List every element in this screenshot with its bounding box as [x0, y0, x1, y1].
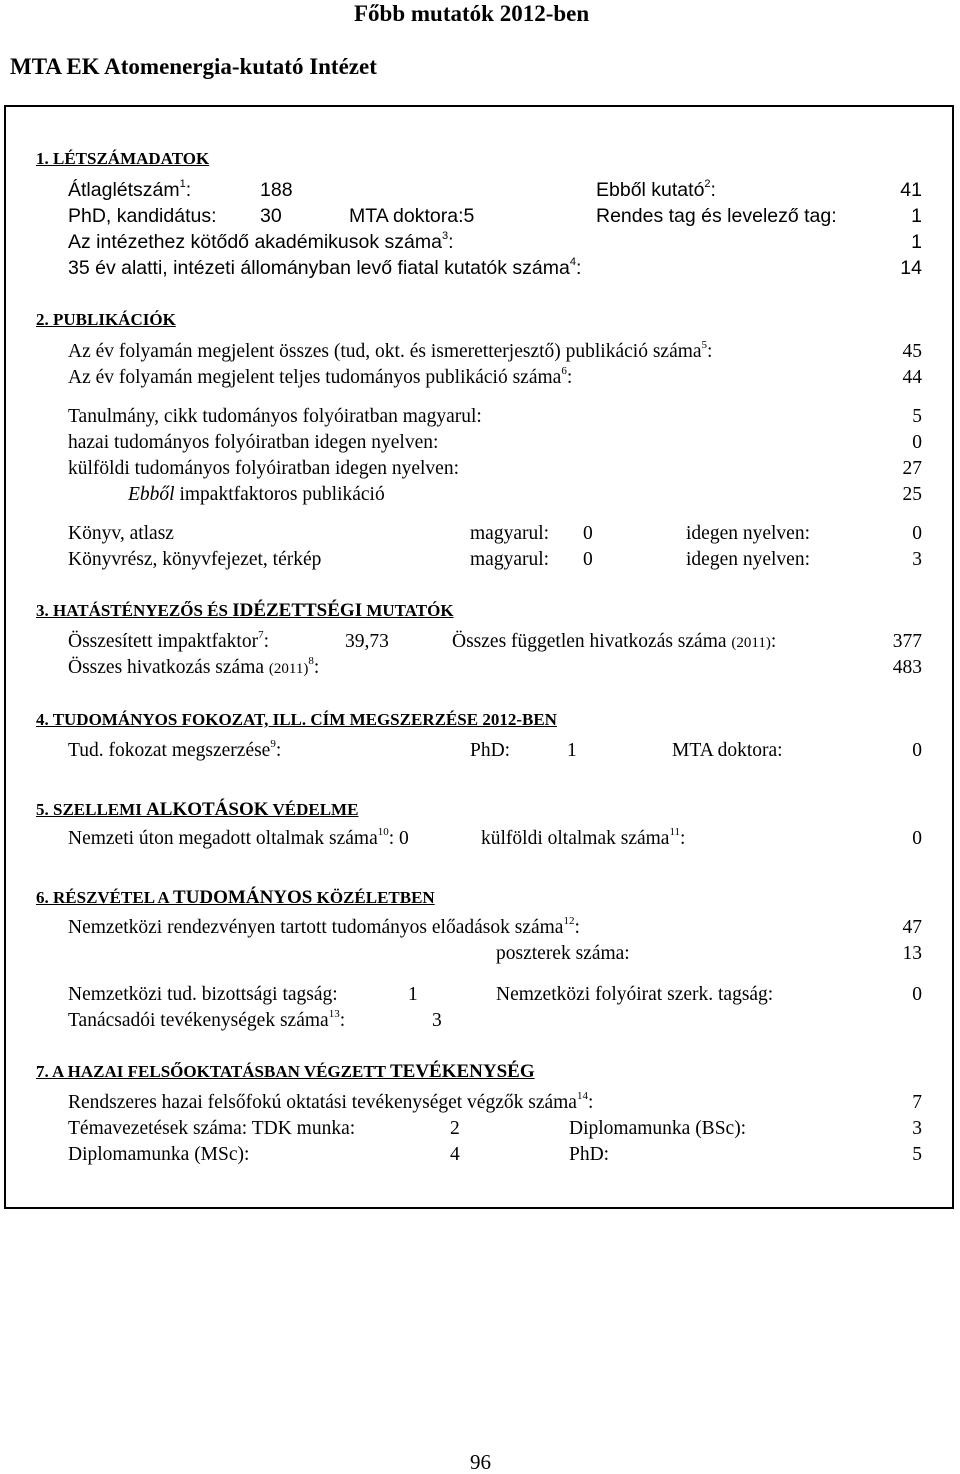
all-citations-label: Összes hivatkozás száma $(2011)^8$:	[68, 654, 320, 678]
committee-membership-label: Nemzetközi tud. bizottsági tagság:	[68, 984, 338, 1005]
book-chapters-foreign-value: 3	[912, 549, 922, 570]
researchers-value: 41	[900, 179, 922, 201]
tdk-supervision-value: 2	[450, 1118, 460, 1139]
impact-factor-label: Összesített impaktfaktor$^7$:	[68, 628, 269, 652]
young-researchers-label: 35 év alatti, intézeti állományban levő fiatal kutatók száma$^4$:	[68, 255, 582, 279]
committee-membership-value: 1	[408, 984, 418, 1005]
members-label: Rendes tag és levelező tag:	[596, 205, 837, 227]
bsc-thesis-label: Diplomamunka (BSc):	[569, 1118, 747, 1139]
degree-phd-value: 1	[567, 740, 577, 761]
section-2-title: 2. PUBLIKÁCIÓK	[36, 310, 176, 329]
scientific-publications-value: 44	[902, 367, 922, 388]
posters-value: 13	[902, 943, 922, 964]
book-chapters-foreign-label: idegen nyelven:	[686, 549, 810, 570]
foreign-protections-value: 0	[912, 828, 922, 849]
domestic-foreign-articles-value: 0	[912, 432, 922, 453]
books-foreign-value: 0	[912, 523, 922, 544]
hungarian-articles-label: Tanulmány, cikk tudományos folyóiratban magyarul:	[68, 406, 482, 427]
books-hungarian-value: 0	[583, 523, 593, 544]
phd-supervision-value: 5	[912, 1144, 922, 1165]
book-chapters-hungarian-value: 0	[583, 549, 593, 570]
books-label: Könyv, atlasz	[68, 523, 174, 544]
section-3-title: 3. HATÁSTÉNYEZŐS ÉS IDÉZETTSÉGI MUTATÓK	[36, 600, 454, 621]
impact-factor-publications-label: Ebből impaktfaktoros publikáció	[128, 484, 385, 505]
all-publications-value: 45	[902, 341, 922, 362]
posters-label: poszterek száma:	[496, 943, 630, 964]
all-citations-value: 483	[892, 657, 922, 678]
foreign-articles-value: 27	[902, 458, 922, 479]
independent-citations-label: Összes független hivatkozás száma (2011):	[452, 631, 777, 652]
all-publications-label: Az év folyamán megjelent összes (tud, okt. és ismeretterjesztő) publikáció száma$^5$:	[68, 338, 713, 362]
degree-phd-label: PhD:	[470, 740, 511, 761]
members-value: 1	[911, 205, 922, 227]
degree-obtained-label: Tud. fokozat megszerzése$^9$:	[68, 737, 282, 761]
young-researchers-value: 14	[900, 257, 922, 279]
book-chapters-label: Könyvrész, könyvfejezet, térkép	[68, 549, 322, 570]
phd-label: PhD, kandidátus:	[68, 205, 217, 227]
msc-thesis-value: 4	[450, 1144, 460, 1165]
institute-name: MTA EK Atomenergia-kutató Intézet	[10, 54, 377, 79]
page-title: Főbb mutatók 2012-ben	[354, 1, 590, 26]
foreign-protections-label: külföldi oltalmak száma$^{11}$:	[481, 825, 686, 849]
impact-factor-publications-value: 25	[902, 484, 922, 505]
editorial-membership-label: Nemzetközi folyóirat szerk. tagság:	[496, 984, 774, 1005]
bsc-thesis-value: 3	[912, 1118, 922, 1139]
impact-factor-value: 39,73	[345, 631, 389, 652]
academicians-value: 1	[911, 231, 922, 253]
mta-doctor-count: MTA doktora:5	[349, 205, 475, 227]
editorial-membership-value: 0	[912, 984, 922, 1005]
phd-supervision-label: PhD:	[569, 1144, 610, 1165]
independent-citations-value: 377	[892, 631, 922, 652]
books-hungarian-label: magyarul:	[470, 523, 550, 544]
average-headcount-value: 188	[260, 179, 293, 201]
book-chapters-hungarian-label: magyarul:	[470, 549, 550, 570]
teaching-staff-label: Rendszeres hazai felsőfokú oktatási tevékenységet végzők száma$^{14}$:	[68, 1089, 594, 1113]
researchers-label: Ebből kutató$^2$:	[596, 177, 716, 201]
section-1-title: 1. LÉTSZÁMADATOK	[36, 149, 210, 168]
section-6-title: 6. RÉSZVÉTEL A TUDOMÁNYOS KÖZÉLETBEN	[36, 887, 435, 908]
teaching-staff-value: 7	[912, 1092, 922, 1113]
section-4-title: 4. TUDOMÁNYOS FOKOZAT, ILL. CÍM MEGSZERZÉSE 2012-BEN	[36, 710, 557, 729]
presentations-label: Nemzetközi rendezvényen tartott tudományos előadások száma$^{12}$:	[68, 914, 580, 938]
foreign-articles-label: külföldi tudományos folyóiratban idegen nyelven:	[68, 458, 459, 479]
phd-value: 30	[260, 205, 282, 227]
scientific-publications-label: Az év folyamán megjelent teljes tudományos publikáció száma$^6$:	[68, 364, 573, 388]
presentations-value: 47	[902, 917, 922, 938]
advisory-activities-value: 3	[432, 1010, 442, 1031]
academicians-label: Az intézethez kötődő akadémikusok száma$^3$:	[68, 229, 454, 253]
hungarian-articles-value: 5	[912, 406, 922, 427]
advisory-activities-label: Tanácsadói tevékenységek száma$^{13}$:	[68, 1007, 346, 1031]
tdk-supervision-label: Témavezetések száma: TDK munka:	[68, 1118, 356, 1139]
degree-dsc-value: 0	[912, 740, 922, 761]
national-protections-label: Nemzeti úton megadott oltalmak száma$^{10}$: 0	[68, 825, 409, 849]
section-5-title: 5. SZELLEMI ALKOTÁSOK VÉDELME	[36, 799, 359, 820]
average-headcount-label: Átlaglétszám$^1$:	[68, 177, 192, 201]
books-foreign-label: idegen nyelven:	[686, 523, 810, 544]
degree-dsc-label: MTA doktora:	[672, 740, 783, 761]
page-number: 96	[470, 1450, 491, 1474]
domestic-foreign-articles-label: hazai tudományos folyóiratban idegen nyelven:	[68, 432, 439, 453]
msc-thesis-label: Diplomamunka (MSc):	[68, 1144, 250, 1165]
section-7-title: 7. A HAZAI FELSŐOKTATÁSBAN VÉGZETT TEVÉKENYSÉG	[36, 1061, 535, 1082]
